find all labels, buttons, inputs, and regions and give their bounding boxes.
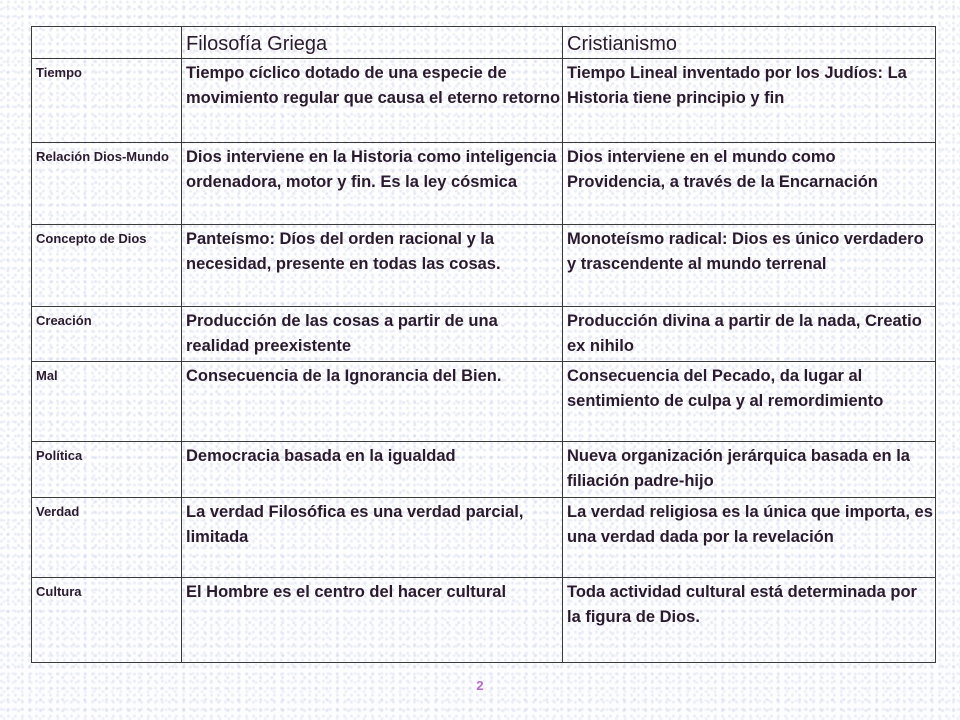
header-corner-cell — [32, 27, 182, 59]
christian-cell: Producción divina a partir de la nada, Creatio ex nihilo — [563, 307, 936, 361]
table-row — [32, 143, 936, 225]
christian-cell: Dios interviene en el mundo como Providencia, a través de la Encarnación — [563, 143, 936, 225]
greek-cell: Consecuencia de la Ignorancia del Bien. — [182, 361, 563, 441]
christian-cell: Consecuencia del Pecado, da lugar al sentimiento de culpa y al remordimiento — [563, 361, 936, 441]
row-label: Mal — [32, 361, 182, 441]
row-label: Cultura — [32, 577, 182, 662]
greek-cell: El Hombre es el centro del hacer cultural — [182, 577, 563, 662]
christian-cell: Toda actividad cultural está determinada por la figura de Dios. — [563, 577, 936, 662]
christian-cell: La verdad religiosa es la única que importa, es una verdad dada por la revelación — [563, 497, 936, 577]
table-row — [32, 577, 936, 662]
greek-cell: Tiempo cíclico dotado de una especie de movimiento regular que causa el eterno retorno — [182, 59, 563, 143]
christian-cell: Monoteísmo radical: Dios es único verdadero y trascendente al mundo terrenal — [563, 225, 936, 307]
christian-cell: Nueva organización jerárquica basada en la filiación padre-hijo — [563, 441, 936, 497]
header-christianity: Cristianismo — [563, 27, 936, 59]
table-row — [32, 225, 936, 307]
christian-cell: Tiempo Lineal inventado por los Judíos: La Historia tiene principio y fin — [563, 59, 936, 143]
row-label: Política — [32, 441, 182, 497]
row-label: Concepto de Dios — [32, 225, 182, 307]
header-greek-philosophy: Filosofía Griega — [182, 27, 563, 59]
row-label: Tiempo — [32, 59, 182, 143]
table-row — [32, 497, 936, 577]
table-row — [32, 307, 936, 361]
greek-cell: Producción de las cosas a partir de una realidad preexistente — [182, 307, 563, 361]
greek-cell: La verdad Filosófica es una verdad parcial, limitada — [182, 497, 563, 577]
table-row — [32, 361, 936, 441]
comparison-table — [31, 26, 936, 663]
row-label: Relación Dios-Mundo — [32, 143, 182, 225]
greek-cell: Dios interviene en la Historia como inteligencia ordenadora, motor y fin. Es la ley cósmica — [182, 143, 563, 225]
row-label: Creación — [32, 307, 182, 361]
page-number: 2 — [476, 678, 484, 693]
greek-cell: Panteísmo: Díos del orden racional y la necesidad, presente en todas las cosas. — [182, 225, 563, 307]
greek-cell: Democracia basada en la igualdad — [182, 441, 563, 497]
table-row — [32, 59, 936, 143]
table-row — [32, 441, 936, 497]
row-label: Verdad — [32, 497, 182, 577]
table-header-row — [32, 27, 936, 59]
